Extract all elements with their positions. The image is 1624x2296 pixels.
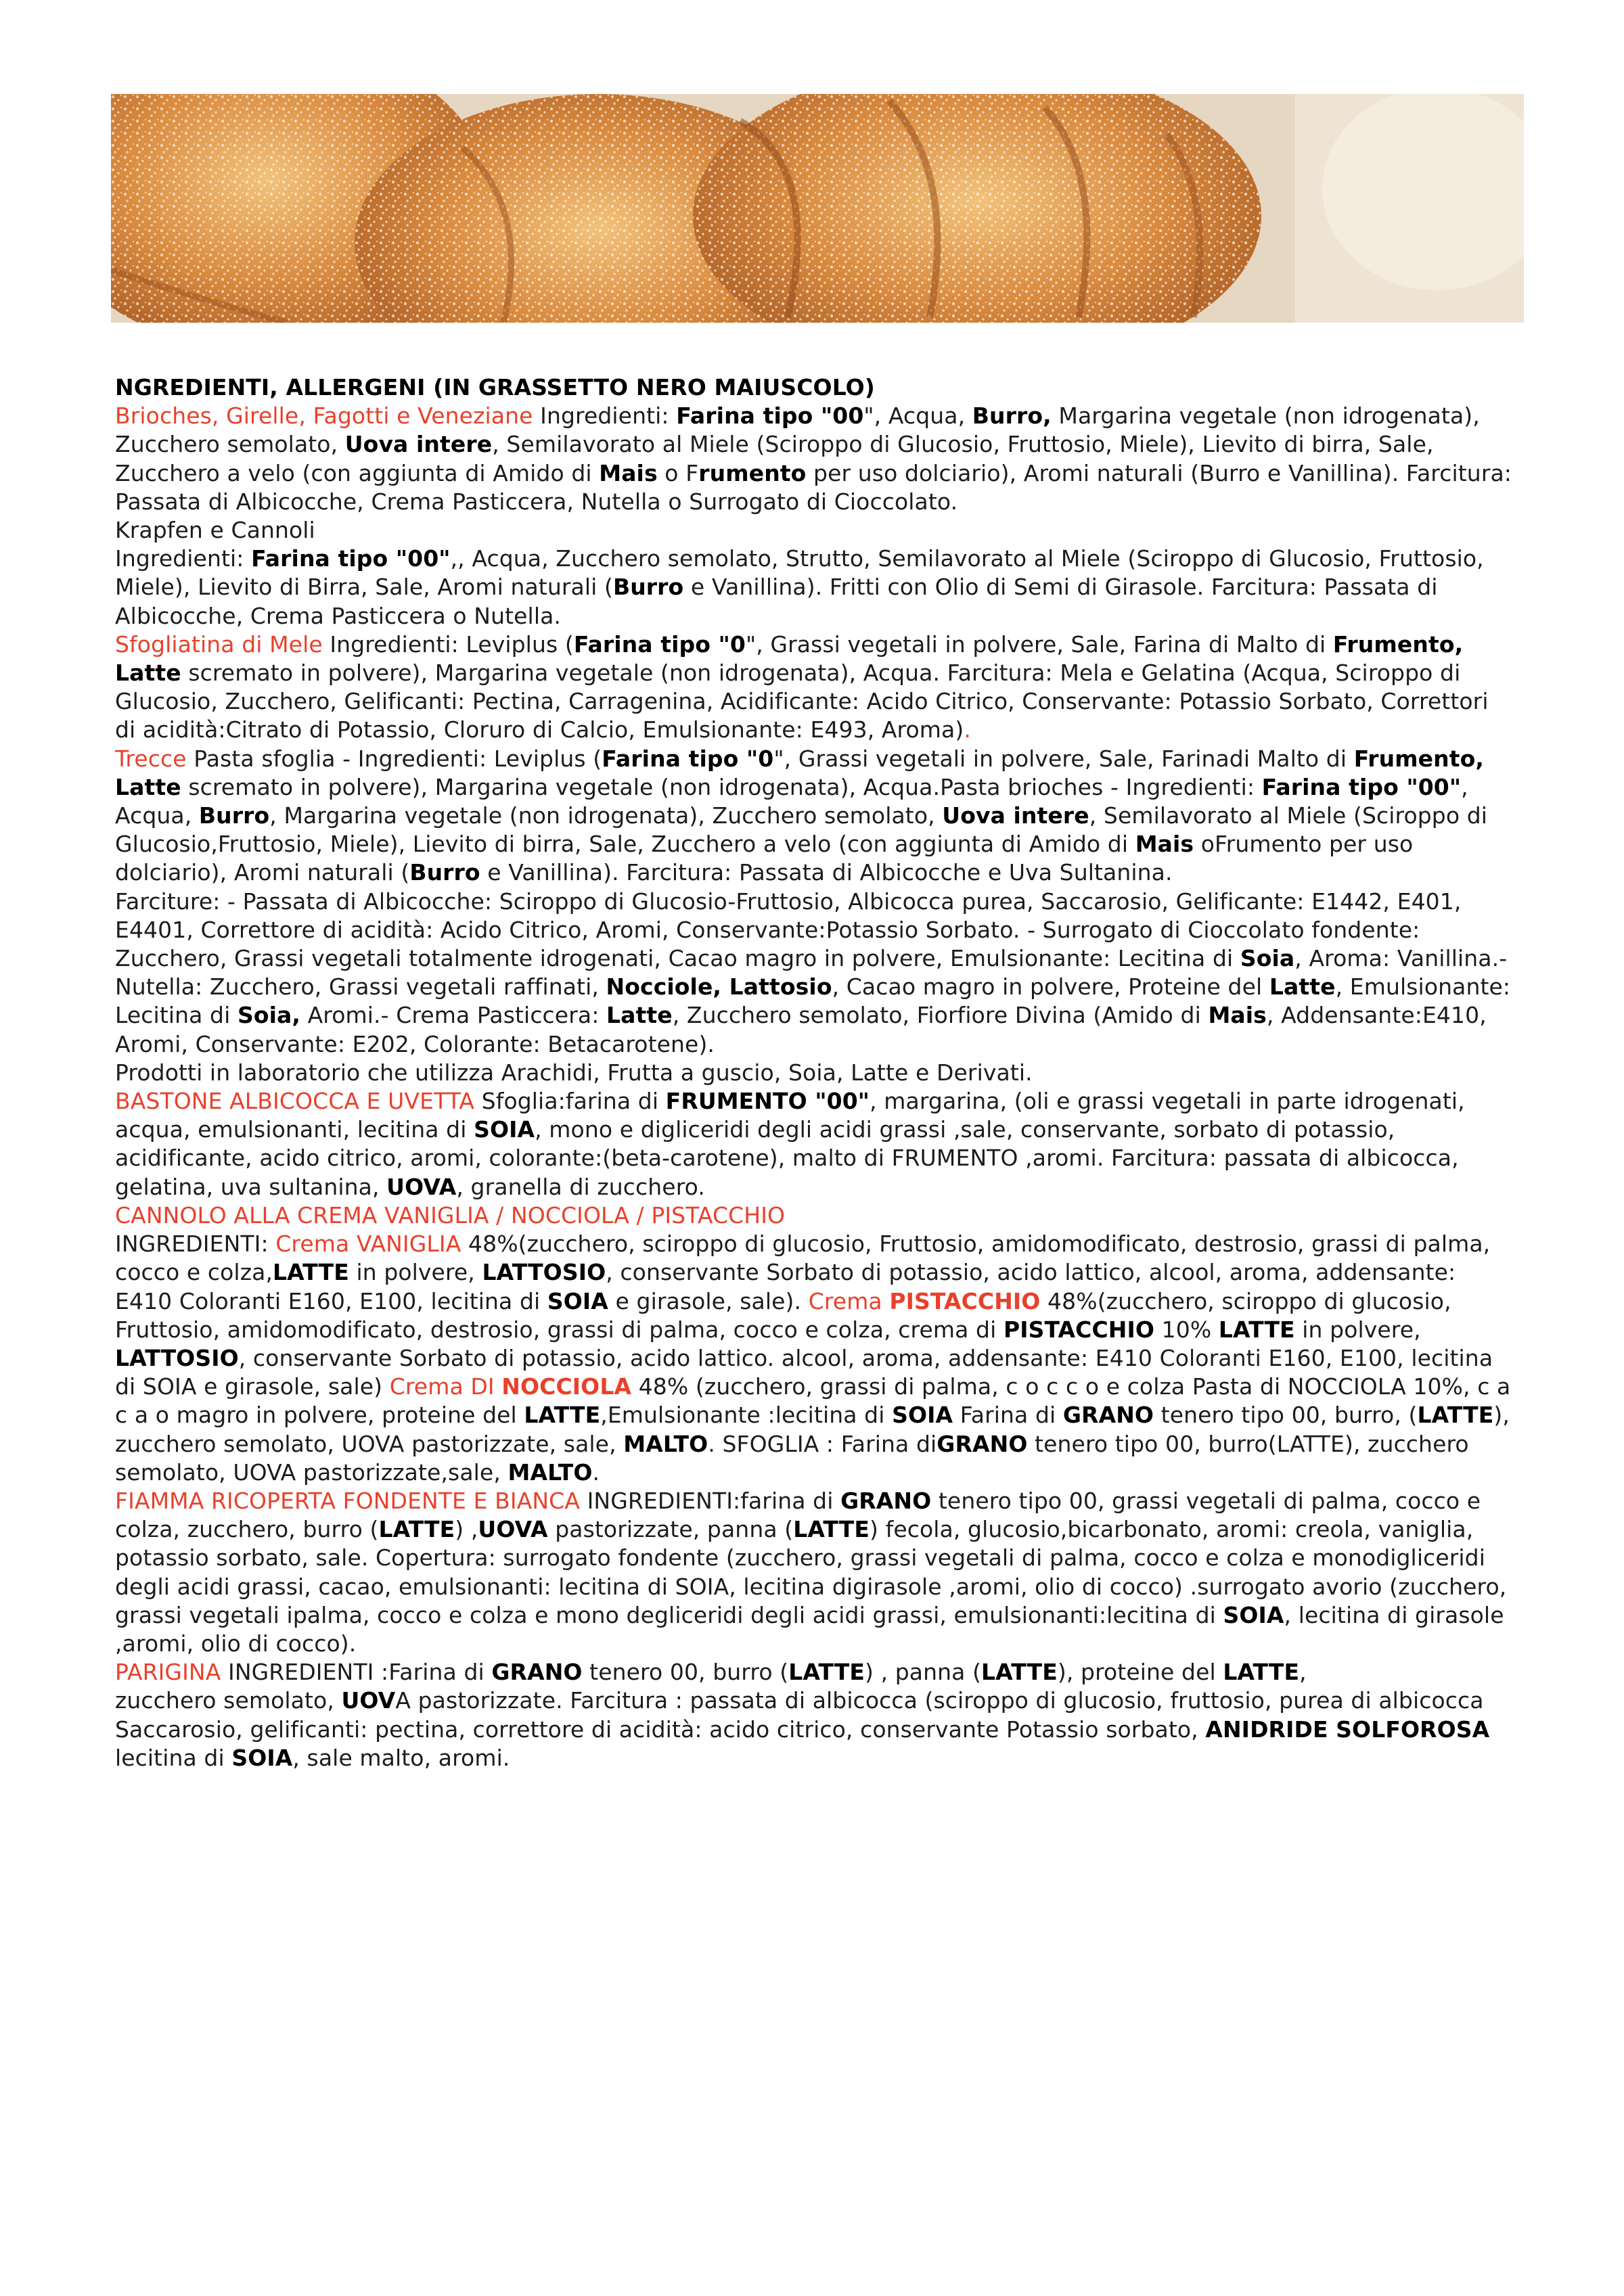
ingredient-text: ) , [455,1516,478,1543]
allergen-text: LATTE [524,1402,601,1429]
allergen-text: GRANO [937,1430,1028,1457]
ingredient-paragraph [115,1487,1516,1658]
ingredient-text: , conservante Sorbato di potassio, acido lattico, alcool, aroma, addensante: E410 Coloranti E160, E100, lecitina di [115,1259,1456,1314]
allergen-text: Mais [1208,1002,1267,1029]
product-name: NOCCIOLA [501,1373,632,1400]
allergen-text: LATTE [1218,1316,1295,1343]
allergen-text: GRANO [491,1659,583,1686]
ingredient-text: o F [657,459,699,486]
allergen-text: NGREDIENTI, ALLERGENI (IN GRASSETTO NERO MAIUSCOLO) [115,374,875,400]
ingredient-text: e Vanillina). Fritti con Olio di Semi di Girasole. Farcitura: Passata di Albicocche, Crema Pasticcera o Nutella. [115,574,1438,629]
ingredient-text: INGREDIENTI: [115,1231,276,1258]
product-name: . [964,716,971,743]
ingredient-paragraph [115,1059,1516,1087]
allergen-text: FRUMENTO "00" [665,1088,870,1115]
ingredient-paragraph [115,1087,1516,1201]
ingredient-text: tenero 00, burro ( [582,1659,789,1686]
allergen-text: UOV [341,1687,396,1714]
allergen-text: LATTOSIO [482,1259,606,1286]
allergen-text: GRANO [1062,1402,1154,1429]
ingredient-paragraph [115,1201,1516,1230]
ingredient-paragraph [115,1230,1516,1487]
allergen-text: Soia, [237,1002,301,1029]
ingredient-text: , Cacao magro in polvere, Proteine del [832,973,1269,1001]
allergen-text: UOVA [478,1516,548,1543]
ingredient-text: , Addensante:E410, Aromi, Conservante: E202, Colorante: Betacarotene). [115,1002,1487,1057]
ingredient-text: , granella di zucchero. [456,1173,705,1200]
ingredient-text: tenero tipo 00, grassi vegetali di palma, cocco e colza, zucchero, burro ( [115,1487,1481,1543]
ingredient-text: 48%(zucchero, sciroppo di glucosio, Fruttosio, amidomodificato, destrosio, grassi di palma, cocco e colza, crema di [115,1287,1451,1343]
ingredient-text: e girasole, sale). [608,1287,809,1314]
ingredient-text: INGREDIENTI:farina di [580,1487,841,1514]
ingredient-text: , mono e digliceridi degli acidi grassi ,sale, conservante, sorbato di potassio, acidificante, acido citrico, aromi, colorante:(beta-carotene), malto di FRUMENTO ,aromi. Farcitura: passata di albicocca, gelatina, uva sultanina, [115,1116,1459,1200]
allergen-text: Farina tipo "00" [1261,773,1462,800]
ingredient-paragraph [115,516,1516,545]
ingredient-text: ", Grassi vegetali in polvere, Sale, Farina di Malto di [745,630,1333,658]
ingredient-text: Farciture: - Passata di Albicocche: Sciroppo di Glucosio-Fruttosio, Albicocca purea, Saccarosio, Gelificante: E1442, E401, E4401, Correttore di acidità: Acido Citrico, Aromi, Conservante:Potassio Sorbato. - Surrogato di Cioccolato fondente: Zucchero, Grassi vegetali totalmente idrogenati, Cacao magro in polvere, Emulsionante: Lecitina di [115,888,1462,972]
allergen-text: LATTE [793,1516,870,1543]
ingredient-text: . SFOGLIA : Farina di [708,1430,937,1457]
allergen-text: LATTE [378,1516,455,1543]
ingredient-text: in polvere, [348,1259,482,1286]
allergen-text: LATTE [1223,1659,1300,1686]
ingredient-text: ) , panna ( [865,1659,982,1686]
allergen-text: Farina tipo "00" [251,545,451,572]
ingredient-text: per uso dolciario), Aromi naturali (Burro e Vanillina). Farcitura: Passata di Albicocche, Crema Pasticcera, Nutella o Surrogato di Cioccolato. [115,459,1512,515]
ingredient-text: ,Emulsionante :lecitina di [600,1402,893,1429]
ingredient-text: scremato in polvere), Margarina vegetale (non idrogenata), Acqua.Pasta brioches - Ingredienti: [181,773,1262,800]
allergen-text: ANIDRIDE SOLFOROSA [1205,1716,1490,1743]
ingredient-text: ,, Acqua, Zucchero semolato, Strutto, Semilavorato al Miele (Sciroppo di Glucosio, Fruttosio, Miele), Lievito di Birra, Sale, Aromi naturali ( [115,545,1484,601]
product-name: PARIGINA [115,1659,221,1686]
ingredient-text: , Semilavorato al Miele (Sciroppo di Glucosio, Fruttosio, Miele), Lievito di birra, Sale, Zucchero a velo (con aggiunta di Amido di [115,431,1434,486]
ingredient-text: Pasta sfoglia - Ingredienti: Leviplus ( [186,745,602,772]
ingredient-text: scremato in polvere), Margarina vegetale (non idrogenata), Acqua. Farcitura: Mela e Gelatina (Acqua, Sciroppo di Glucosio, Zucchero, Gelificanti: Pectina, Carragenina, Acidificante: Acido Citrico, Conservante: Potassio Sorbato, Correttori di acidità:Citrato di Potassio, Cloruro di Calcio, Emulsionante: E493, Aroma) [115,660,1489,743]
allergen-text: SOIA [892,1402,953,1429]
allergen-text: MALTO [623,1430,708,1457]
allergen-text: GRANO [840,1487,932,1514]
allergen-text: PISTACCHIO [1003,1316,1155,1343]
allergen-text: Frumento, Latte [115,745,1485,800]
ingredient-text: , [1299,1659,1307,1686]
allergen-text: Farina tipo "0 [602,745,774,772]
allergen-text: LATTE [981,1659,1058,1686]
ingredient-text: , margarina, (oli e grassi vegetali in parte idrogenati, acqua, emulsionanti, lecitina di [115,1088,1465,1143]
allergen-text: LATTE [788,1659,865,1686]
ingredient-text: Ingredienti: Leviplus ( [322,630,574,658]
allergen-text: Farina tipo "00 [676,403,864,430]
ingredient-text: Margarina vegetale (non idrogenata), Zucchero semolato, [115,403,1480,458]
ingredient-text: pastorizzate, panna ( [547,1516,794,1543]
allergen-text: Uova intere [942,802,1089,829]
allergen-text: Nocciole, Lattosio [606,973,832,1001]
document-heading [115,373,1516,402]
allergen-text: SOIA [231,1744,293,1771]
ingredient-text: , Aroma: Vanillina.- Nutella: Zucchero, Grassi vegetali raffinati, [115,945,1508,1001]
ingredient-text: , Semilavorato al Miele (Sciroppo di Glucosio,Fruttosio, Miele), Lievito di birra, Sale, Zucchero a velo (con aggiunta di Amido di [115,802,1488,858]
allergen-text: MALTO [508,1459,593,1486]
ingredient-text: ), zucchero semolato, UOVA pastorizzate, sale, [115,1402,1510,1457]
ingredient-text: zucchero semolato, [115,1687,342,1714]
ingredient-text: , conservante Sorbato di potassio, acido lattico. alcool, aroma, addensante: E410 Coloranti E160, E100, lecitina di SOIA e girasole, sale) [115,1344,1493,1400]
ingredient-paragraph [115,545,1516,630]
ingredient-text: lecitina di [115,1744,232,1771]
product-name: Crema [808,1287,890,1314]
pastry-photo [111,94,1524,323]
ingredient-text: oFrumento per uso dolciario), Aromi naturali ( [115,831,1414,886]
product-name: Brioches, Girelle, Fagotti e Veneziane [115,403,533,430]
product-name: BASTONE ALBICOCCA E UVETTA [115,1088,475,1115]
allergen-text: SOIA [547,1287,608,1314]
allergen-text: Burro [198,802,270,829]
ingredient-text: Farina di [953,1402,1063,1429]
ingredient-text: 48% (zucchero, grassi di palma, c o c c o e colza Pasta di NOCCIOLA 10%, c a c a o magro in polvere, proteine del [115,1373,1511,1429]
ingredient-paragraph [115,630,1516,745]
allergen-text: LATTE [1417,1402,1494,1429]
ingredient-text: tenero tipo 00, burro(LATTE), zucchero semolato, UOVA pastorizzate,sale, [115,1430,1469,1486]
allergen-text: rumento [698,459,807,486]
product-name: PISTACCHIO [889,1287,1041,1314]
allergen-text: Latte [1269,973,1336,1001]
pastry-banner-image [111,94,1524,323]
allergen-text: LATTOSIO [115,1344,239,1371]
allergen-text: Farina tipo "0 [573,630,746,658]
allergen-text: Uova intere [344,431,493,458]
allergen-text: Mais [599,459,658,486]
allergen-text: LATTE [273,1259,349,1286]
ingredient-text: Aromi.- Crema Pasticcera: [300,1002,607,1029]
ingredient-text: INGREDIENTI :Farina di [221,1659,492,1686]
allergen-text: Mais [1135,831,1194,858]
ingredient-text: Sfoglia:farina di [474,1088,666,1115]
ingredient-paragraph [115,888,1516,1059]
allergen-text: Burro [612,574,684,601]
ingredient-paragraph [115,1658,1516,1686]
ingredient-text: , Zucchero semolato, Fiorfiore Divina (Amido di [672,1002,1209,1029]
allergen-text: Burro [409,859,480,886]
ingredient-text: , Acqua, [115,773,1468,829]
ingredient-text: , Emulsionante: Lecitina di [115,973,1511,1029]
ingredient-text: , lecitina di girasole ,aromi, olio di cocco). [115,1601,1504,1657]
allergen-text: Frumento, Latte [115,630,1464,687]
allergen-text: SOIA [1223,1601,1284,1628]
ingredient-text: , Margarina vegetale (non idrogenata), Zucchero semolato, [269,802,943,829]
ingredient-text: ), proteine del [1057,1659,1223,1686]
ingredient-text: tenero tipo 00, burro, ( [1154,1402,1418,1429]
ingredient-text: Ingredienti: [533,403,677,430]
allergen-text: Latte [606,1002,673,1029]
product-name: CANNOLO ALLA CREMA VANIGLIA / NOCCIOLA / PISTACCHIO [115,1201,786,1229]
ingredient-paragraph [115,745,1516,888]
allergen-text: UOVA [386,1173,457,1200]
product-name: Crema DI [389,1373,502,1400]
ingredients-document [115,373,1516,1772]
allergen-text: Burro, [972,403,1052,430]
product-name: FIAMMA RICOPERTA FONDENTE E BIANCA [115,1487,580,1514]
ingredient-text: in polvere, [1294,1316,1421,1343]
ingredient-text: A pastorizzate. Farcitura : passata di albicocca (sciroppo di glucosio, fruttosio, purea di albicocca Saccarosio, gelificanti: pectina, correttore di acidità: acido citrico, conservante Potassio sorbato, [115,1687,1484,1743]
ingredient-text: 48%(zucchero, sciroppo di glucosio, Fruttosio, amidomodificato, destrosio, grassi di palma, cocco e colza, [115,1231,1491,1286]
ingredient-text: 10% [1154,1316,1219,1343]
ingredient-text: Prodotti in laboratorio che utilizza Arachidi, Frutta a guscio, Soia, Latte e Derivati. [115,1059,1033,1086]
ingredient-paragraph [115,402,1516,516]
allergen-text: Soia [1240,945,1295,972]
ingredient-text: Ingredienti: [115,545,252,572]
product-name: Crema VANIGLIA [275,1231,461,1258]
ingredient-text: e Vanillina). Farcitura: Passata di Albicocche e Uva Sultanina. [480,859,1173,886]
ingredient-text: ) fecola, glucosio,bicarbonato, aromi: creola, vaniglia, potassio sorbato, sale. Copertura: surrogato fondente (zucchero, grassi vegetali di palma, cocco e colza e monodigliceridi degli acidi grassi, cacao, emulsionanti: lecitina di SOIA, lecitina digirasole ,aromi, olio di cocco) .surrogato avorio (zucchero, grassi vegetali ipalma, cocco e colza e mono degliceridi degli acidi grassi, emulsionanti:lecitina di [115,1516,1507,1628]
ingredient-text: Krapfen e Cannoli [115,517,315,544]
ingredient-paragraph [115,1686,1516,1772]
ingredient-text: , sale malto, aromi. [292,1744,510,1771]
product-name: Sfogliatina di Mele [115,630,323,658]
allergen-text: SOIA [474,1116,535,1143]
ingredient-text: . [592,1459,600,1486]
ingredient-text: ", Grassi vegetali in polvere, Sale, Farinadi Malto di [773,745,1354,772]
ingredient-text: ", Acqua, [863,403,972,430]
product-name: Trecce [115,745,187,772]
